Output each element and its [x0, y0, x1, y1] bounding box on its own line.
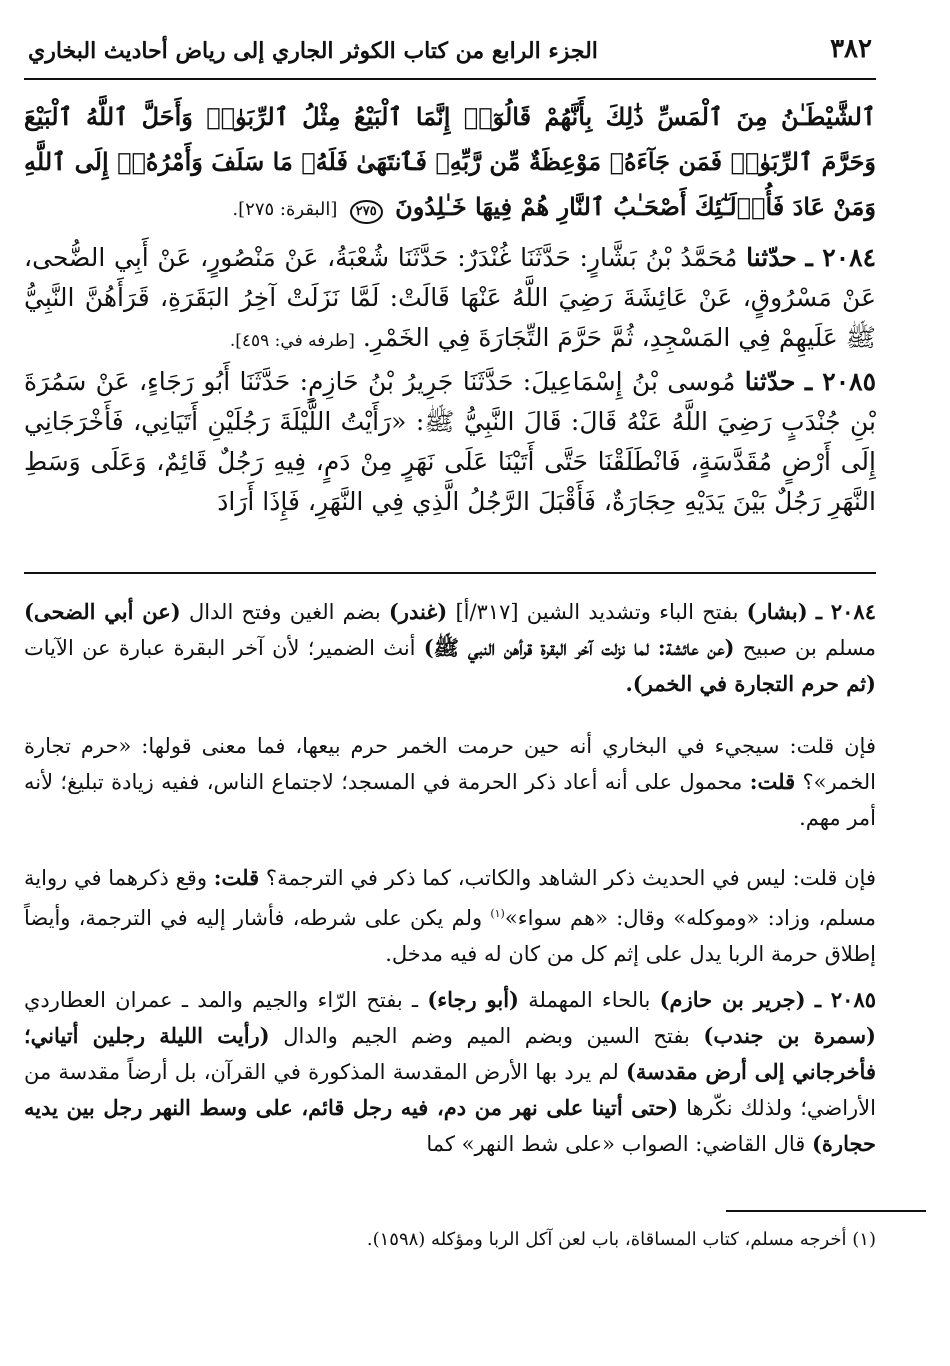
commentary-question-1 — [24, 728, 876, 836]
footnote-number: (١) — [852, 1229, 876, 1250]
hadith-text: مُحَمَّدُ بْنُ بَشَّارٍ: حَدَّثَنَا غُنْدَرٌ: حَدَّثَنَا شُعْبَةُ، عَنْ مَنْصُورٍ، عَنْ أَبِي الضُّحى، عَنْ مَسْرُوقٍ، عَنْ عَائِشَةَ رَضِيَ اللَّهُ عَنْهَا قَالَتْ: لَمَّا نَزَلَتْ آخِرُ البَقَرَةِ، قَرَأَهُنَّ النَّبِيُّ ﷺ عَلَيهِمْ فِي المَسْجِدِ، ثُمَّ حَرَّمَ التِّجَارَةَ فِي الخَمْرِ. — [24, 243, 876, 352]
commentary-term: (ثم حرم التجارة في الخمر). — [625, 671, 876, 696]
footnote-text: أخرجه مسلم، كتاب المساقاة، باب لعن آكل الربا ومؤكله (١٥٩٨). — [366, 1229, 847, 1250]
commentary-term: (عن عائشة: لما نزلت آخر البقرة قرأهن النبي ﷺ) — [423, 635, 735, 660]
hadith-lead: حدّثنا — [746, 243, 797, 272]
commentary-text: فإن قلت: ليس في الحديث ذكر الشاهد والكاتب، كما ذكر في الترجمة؟ — [265, 866, 876, 890]
hadith-number: ٢٠٨٤ ـ — [805, 243, 876, 272]
footnote-divider — [726, 1210, 926, 1212]
commentary-text: مسلم بن صبيح — [742, 636, 877, 660]
section-divider — [24, 572, 876, 574]
commentary-2084 — [24, 594, 876, 702]
commentary-term: (غندر) — [388, 599, 448, 624]
commentary-term: (رأيت الليلة رجلين أتياني؛ فأخرجاني إلى أرض مقدسة) — [24, 1023, 876, 1084]
commentary-text: فإن قلت: سيجيء في البخاري أنه حين حرمت الخمر حرم بيعها، فما معنى قولها: «حرم تجارة الخمر»؟ — [24, 734, 876, 794]
commentary-text: ـ بفتح الرّاء والجيم والمد ـ عمران العطاردي — [24, 988, 419, 1012]
header-rule — [24, 78, 876, 80]
commentary-term: (حتى أتينا على نهر من دم، فيه رجل قائم، على وسط النهر رجل بين يديه حجارة) — [24, 1095, 876, 1156]
commentary-term: (جرير بن حازم) — [659, 987, 806, 1012]
commentary-text: أنث الضمير؛ لأن آخر البقرة عبارة عن الآيات — [24, 636, 416, 660]
quran-verse — [24, 94, 876, 232]
commentary-term: (بشار) — [746, 599, 808, 624]
footnote-marker: (١) — [490, 907, 505, 920]
commentary-text: قال القاضي: الصواب «على شط النهر» كما — [426, 1132, 806, 1156]
commentary-2085 — [24, 982, 876, 1162]
commentary-text: محمول على أنه أعاد ذكر الحرمة في المسجد؛ لاجتماع الناس، ففيه زيادة تبليغ؛ لأنه أمر مهم. — [24, 770, 876, 830]
commentary-text: بفتح الباء وتشديد الشين [٣١٧/أ] — [455, 600, 739, 624]
page-header — [24, 30, 876, 80]
commentary-term: (أبو رجاء) — [427, 987, 519, 1012]
running-title: الجزء الرابع من كتاب الكوثر الجاري إلى رياض أحاديث البخاري — [28, 38, 598, 64]
answer-label: قلت: — [213, 865, 260, 890]
hadith-number: ٢٠٨٥ ـ — [804, 367, 876, 396]
hadith-2085 — [24, 362, 876, 522]
ayah-number-marker: ٢٧٥ — [350, 200, 383, 224]
hadith-text: مُوسى بْنُ إِسْمَاعِيلَ: حَدَّثَنَا جَرِيرُ بْنُ حَازِمٍ: حَدَّثَنَا أَبُو رَجَاءٍ، عَنْ سَمُرَةَ بْنِ جُنْدَبٍ رَضِيَ اللَّهُ عَنْهُ قَالَ: قَالَ النَّبِيُّ ﷺ: «رَأَيْتُ اللَّيْلَةَ رَجُلَيْنِ أَتَيَانِي، فَأَخْرَجَانِي إِلَى أَرْضٍ مُقَدَّسَةٍ، فَانْطَلَقْنَا حَتَّى أَتَيْنَا عَلَى نَهَرٍ مِنْ دَمٍ، فِيهِ رَجُلٌ قَائِمٌ، وَعَلَى وَسَطِ النَّهَرِ رَجُلٌ بَيْنَ يَدَيْهِ حِجَارَةٌ، فَأَقْبَلَ الرَّجُلُ الَّذِي فِي النَّهَرِ، فَإِذَا أَرَادَ — [24, 367, 876, 516]
commentary-text: بفتح السين وبضم الميم وضم الجيم والدال — [283, 1024, 690, 1048]
commentary-number: ٢٠٨٤ ـ — [815, 599, 876, 624]
commentary-number: ٢٠٨٥ ـ — [814, 987, 877, 1012]
hadith-lead: حدّثنا — [744, 367, 796, 396]
answer-label: قلت: — [749, 769, 796, 794]
hadith-2084 — [24, 238, 876, 361]
page-number: ٣٨٢ — [830, 34, 872, 64]
commentary-text: وقع ذكرهما في رواية مسلم، وزاد: «وموكله» وقال: «هم سواء» — [24, 866, 877, 930]
footnote — [24, 1226, 876, 1254]
commentary-text: بالحاء المهملة — [528, 988, 651, 1012]
hadith-cross-reference: [طرفه في: ٤٥٩]. — [229, 331, 355, 351]
commentary-term: (عن أبي الضحى) — [24, 599, 181, 624]
commentary-text: بضم الغين وفتح الدال — [188, 600, 381, 624]
verse-text: ٱلشَّيْطَـٰنُ مِنَ ٱلْمَسِّ ذَٰلِكَ بِأَنَّهُمْ قَالُوٓا۟ إِنَّمَا ٱلْبَيْعُ مِثْلُ ٱلرِّبَوٰا۟ وَأَحَلَّ ٱللَّهُ ٱلْبَيْعَ وَحَرَّمَ ٱلرِّبَوٰا۟ فَمَن جَآءَهُۥ مَوْعِظَةٌ مِّن رَّبِّهِۦ فَٱنتَهَىٰ فَلَهُۥ مَا سَلَفَ وَأَمْرُهُۥٓ إِلَى ٱللَّهِ وَمَنْ عَادَ فَأُو۟لَـٰٓئِكَ أَصْحَـٰبُ ٱلنَّارِ هُمْ فِيهَا خَـٰلِدُونَ — [24, 102, 876, 221]
commentary-term: (سمرة بن جندب) — [703, 1023, 876, 1048]
commentary-question-2 — [24, 860, 876, 972]
verse-reference: [البقرة: ٢٧٥]. — [232, 199, 338, 220]
commentary-text: لم يرد بها الأرض المقدسة المذكورة في القرآن، بل أرضاً مقدسة من الأراضي؛ ولذلك نكّرها — [24, 1060, 876, 1120]
commentary-text: ولم يكن على شرطه، فأشار إليه في الترجمة، وأيضاً إطلاق حرمة الربا يدل على إثم كل من كان له فيه مدخل. — [24, 906, 876, 966]
